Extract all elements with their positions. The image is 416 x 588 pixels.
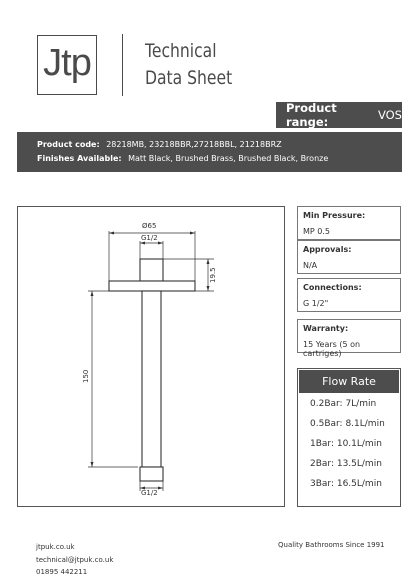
flange-height-label: 19.5 [209, 267, 217, 283]
flow-rate-box [297, 368, 401, 507]
logo-text: Jtp [43, 42, 91, 84]
approvals-title: Approvals: [303, 245, 352, 254]
flow-rate-row: 1Bar: 10.1L/min [310, 439, 382, 449]
finishes-label: Finishes Available: [37, 154, 122, 163]
company-logo [37, 35, 97, 95]
footer-phone: 01895 442211 [36, 568, 88, 576]
approvals-box [297, 240, 401, 274]
warranty-box [297, 319, 401, 358]
product-range-value: VOS [377, 108, 402, 122]
footer-contact [36, 541, 113, 579]
top-thread-label: G1/2 [141, 234, 158, 242]
shower-arm-drawing [18, 207, 286, 508]
min-pressure-box [297, 206, 401, 240]
arm-body-outline [142, 291, 161, 467]
product-info-bar [17, 132, 402, 172]
approvals-value: N/A [303, 261, 318, 270]
flow-rate-row: 0.5Bar: 8.1L/min [310, 419, 385, 429]
footer-website-link[interactable]: jtpuk.co.uk [36, 543, 75, 551]
min-pressure-value: MP 0.5 [303, 227, 330, 236]
bottom-thread-label: G1/2 [141, 489, 158, 497]
product-code-line [37, 138, 402, 152]
title-line-1: Technical [145, 40, 217, 62]
title-line-2: Data Sheet [145, 67, 233, 89]
product-range-label: Product range: [286, 101, 337, 129]
warranty-value: 15 Years (5 on cartriges) [303, 340, 361, 358]
product-code-label: Product code: [37, 140, 100, 149]
flow-rate-row: 3Bar: 16.5L/min [310, 479, 382, 489]
flow-rate-row: 0.2Bar: 7L/min [310, 399, 377, 409]
diameter-label: Ø65 [142, 222, 157, 230]
flow-rate-row: 2Bar: 13.5L/min [310, 459, 382, 469]
header-divider [122, 34, 123, 96]
footer-tagline: Quality Bathrooms Since 1991 [278, 541, 385, 549]
min-pressure-title: Min Pressure: [303, 211, 366, 220]
top-thread-outline [140, 259, 163, 281]
connections-value: G 1/2" [303, 299, 329, 308]
warranty-title: Warranty: [303, 324, 349, 333]
footer-email-link[interactable]: technical@jtpuk.co.uk [36, 555, 114, 564]
ceiling-flange-outline [109, 281, 195, 291]
connections-title: Connections: [303, 283, 362, 292]
bottom-thread-outline [140, 467, 163, 481]
finishes-line [37, 152, 402, 166]
document-title [145, 38, 232, 92]
finishes-value: Matt Black, Brushed Brass, Brushed Black, Bronze [128, 154, 329, 163]
product-range-bar [276, 102, 402, 128]
flow-rate-title: Flow Rate [299, 370, 399, 393]
product-code-value: 28218MB, 23218BBR,27218BBL, 21218BRZ [106, 140, 282, 149]
length-label: 150 [82, 369, 90, 383]
technical-drawing [17, 206, 285, 507]
connections-box [297, 278, 401, 312]
